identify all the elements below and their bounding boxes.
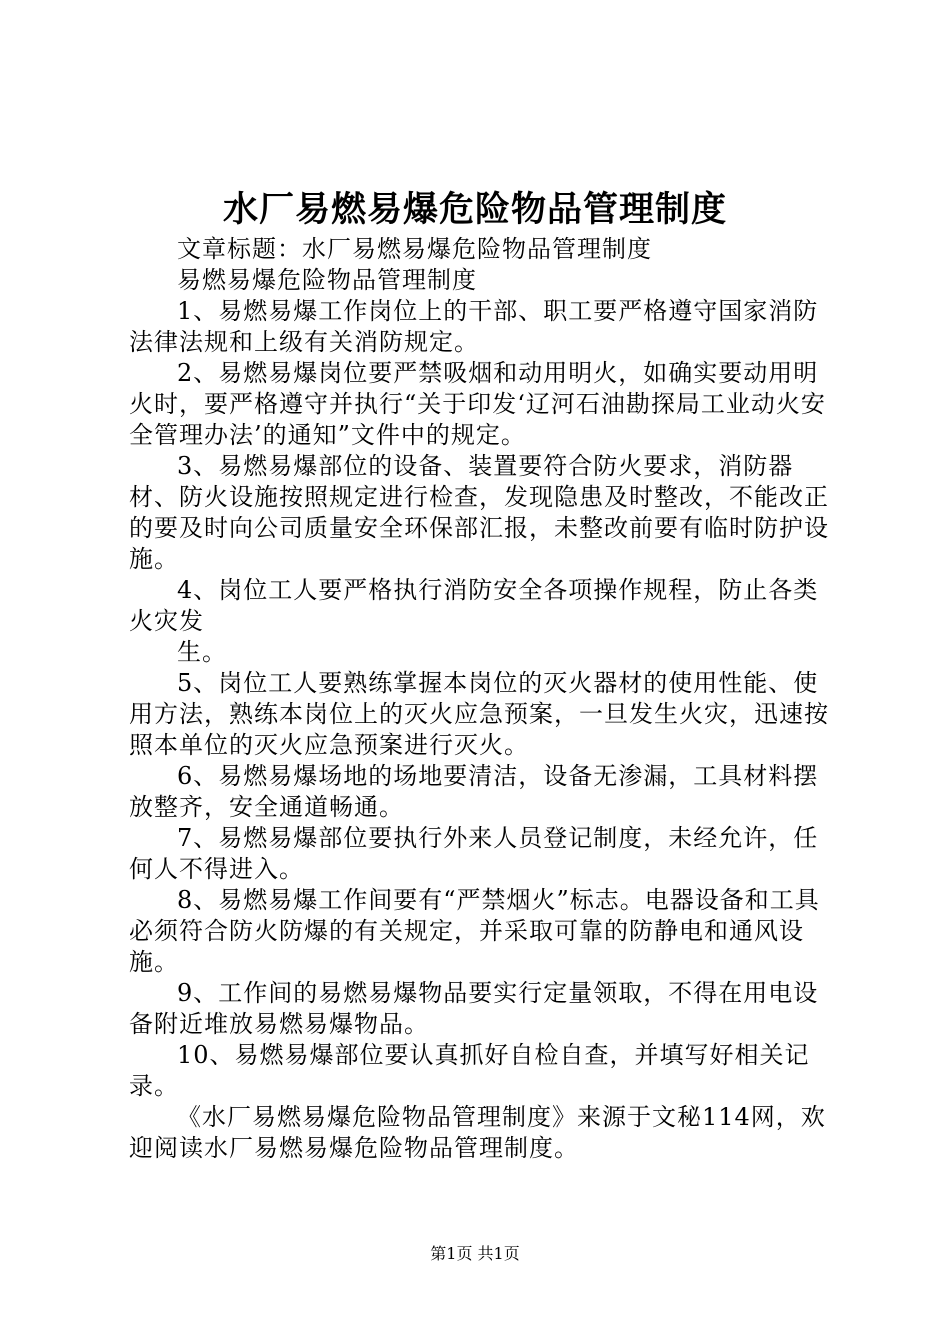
rule-item-4-continuation: 生。	[177, 638, 227, 666]
rule-item-7: 7、易燃易爆部位要执行外来人员登记制度，未经允许，任何人不得进入。	[129, 824, 819, 883]
document-title: 水厂易燃易爆危险物品管理制度	[222, 189, 727, 230]
rule-item-6: 6、易燃易爆场地的场地要清洁，设备无渗漏，工具材料摆放整齐，安全通道畅通。	[129, 762, 819, 821]
rule-item-8: 8、易燃易爆工作间要有“严禁烟火”标志。电器设备和工具必须符合防火防爆的有关规定，并采取可靠的防静电和通风设施。	[129, 886, 820, 976]
rule-item-1: 1、易燃易爆工作岗位上的干部、职工要严格遵守国家消防法律法规和上级有关消防规定。	[129, 297, 819, 356]
article-title-line: 文章标题：水厂易燃易爆危险物品管理制度	[177, 235, 652, 263]
source-note: 《水厂易燃易爆危险物品管理制度》来源于文秘114网，欢迎阅读水厂易燃易爆危险物品管理制度。	[129, 1103, 826, 1162]
rule-item-2: 2、易燃易爆岗位要严禁吸烟和动用明火，如确实要动用明火时，要严格遵守并执行“关于印发‘辽河石油勘探局工业动火安全管理办法’的通知”文件中的规定。	[129, 359, 826, 449]
page-footer: 第1页 共1页	[430, 1244, 520, 1263]
rule-item-4: 4、岗位工人要严格执行消防安全各项操作规程，防止各类火灾发	[129, 576, 819, 635]
rule-item-5: 5、岗位工人要熟练掌握本岗位的灭火器材的使用性能、使用方法，熟练本岗位上的灭火应急预案，一旦发生火灾，迅速按照本单位的灭火应急预案进行灭火。	[129, 669, 829, 759]
rule-item-3: 3、易燃易爆部位的设备、装置要符合防火要求，消防器材、防火设施按照规定进行检查，发现隐患及时整改，不能改正的要及时向公司质量安全环保部汇报，未整改前要有临时防护设施。	[129, 452, 829, 573]
rule-item-9: 9、工作间的易燃易爆物品要实行定量领取，不得在用电设备附近堆放易燃易爆物品。	[129, 979, 819, 1038]
section-heading: 易燃易爆危险物品管理制度	[177, 266, 477, 294]
document-body	[129, 234, 841, 1164]
rule-item-10: 10、易燃易爆部位要认真抓好自检自查，并填写好相关记录。	[129, 1041, 810, 1100]
